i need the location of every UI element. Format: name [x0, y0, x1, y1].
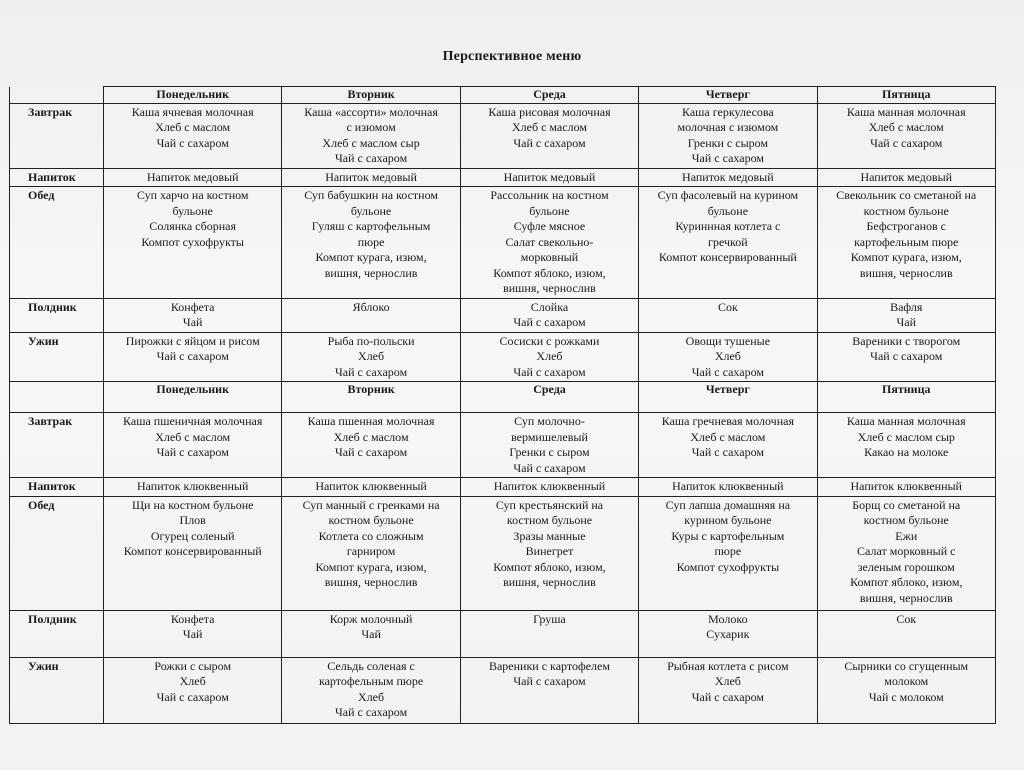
- menu-cell: [282, 332, 460, 382]
- dish-line: Хлеб: [358, 689, 385, 704]
- dish-line: Напиток клюквенный: [672, 479, 784, 493]
- menu-cell: [460, 298, 638, 332]
- day-header: Понедельник: [104, 382, 282, 413]
- dish-line: Сельдь соленая с: [327, 658, 415, 673]
- dish-line: Зразы манные: [513, 528, 586, 543]
- day-header: Четверг: [639, 87, 817, 104]
- menu-cell: [282, 103, 460, 168]
- dish-line: Чай с молоком: [868, 689, 944, 704]
- dish-line: Компот сухофрукты: [676, 559, 780, 574]
- dish-line: Молоко: [708, 611, 748, 626]
- dish-line: Суп молочно-: [514, 414, 585, 428]
- dish-line: Щи на костном бульоне: [131, 497, 254, 512]
- dish-line: Каша пшенная молочная: [307, 414, 435, 428]
- day-header: Пятница: [817, 87, 995, 104]
- day-header: Среда: [460, 382, 638, 413]
- dish-line: Каша пшеничная молочная: [123, 414, 263, 428]
- dish-line: Куры с картофельным: [671, 528, 785, 543]
- dish-line: Компот яблоко, изюм,: [850, 575, 963, 589]
- dish-line: Компот консервированный: [658, 250, 797, 264]
- menu-cell: [460, 657, 638, 723]
- dish-line: Чай с сахаром: [513, 364, 586, 379]
- dish-line: Хлеб: [358, 349, 385, 363]
- dish-line: Каша геркулесова: [682, 104, 774, 119]
- menu-cell: [282, 657, 460, 723]
- menu-cell: [104, 298, 282, 332]
- dish-line: Огурец соленый: [150, 528, 235, 543]
- dish-line: Чай с сахаром: [870, 349, 943, 363]
- dish-line: Рожки с сыром: [154, 658, 232, 673]
- dish-line: вишня, чернослив: [503, 281, 596, 295]
- dish-line: Суп фасолевый на курином: [657, 188, 799, 202]
- menu-cell: [460, 168, 638, 187]
- dish-line: Рассольник на костном: [490, 188, 609, 202]
- dish-line: Напиток медовый: [503, 169, 596, 184]
- menu-cell: [104, 610, 282, 657]
- header-corner: [10, 382, 104, 413]
- dish-line: Компот курага, изюм,: [850, 250, 962, 264]
- menu-cell: [104, 496, 282, 610]
- dish-line: Хлеб с маслом: [155, 120, 231, 134]
- dish-line: Солянка сборная: [149, 219, 236, 233]
- dish-line: Суп харчо на костном: [136, 188, 249, 202]
- meal-label: Ужин: [10, 657, 104, 723]
- page-title: Перспективное меню: [442, 49, 582, 64]
- dish-line: вишня, чернослив: [324, 265, 418, 280]
- menu-cell: [639, 298, 817, 332]
- dish-line: Чай с сахаром: [334, 445, 408, 459]
- menu-cell: [639, 332, 817, 382]
- dish-line: Вареники с творогом: [852, 333, 961, 348]
- dish-line: Компот яблоко, изюм,: [493, 559, 606, 574]
- menu-cell: [104, 478, 282, 497]
- dish-line: Суп бабушкин на костном: [304, 188, 438, 202]
- dish-line: Котлета со сложным: [318, 528, 424, 543]
- menu-cell: [817, 332, 995, 382]
- dish-line: Конфета: [170, 299, 215, 314]
- menu-cell: [282, 298, 460, 332]
- dish-line: Конфета: [170, 611, 215, 626]
- dish-line: Напиток медовый: [860, 169, 953, 184]
- meal-label: Ужин: [10, 332, 104, 382]
- dish-line: Сосиски с рожками: [499, 333, 600, 348]
- dish-line: Гуляш с картофельным: [311, 219, 431, 233]
- menu-cell: [104, 187, 282, 299]
- dish-line: Вафля: [890, 299, 923, 314]
- meal-row: [10, 496, 996, 610]
- menu-cell: [282, 413, 460, 478]
- dish-line: Хлеб с маслом: [333, 429, 409, 444]
- dish-line: костном бульоне: [863, 203, 949, 218]
- menu-cell: [104, 168, 282, 187]
- dish-line: Суп лапша домашняя на: [665, 497, 791, 512]
- dish-line: Рыбная котлета с рисом: [667, 658, 789, 673]
- dish-line: вишня, чернослив: [503, 575, 596, 589]
- menu-cell: [639, 413, 817, 478]
- meal-row: [10, 610, 996, 657]
- dish-line: Суфле мясное: [513, 219, 586, 233]
- menu-cell: [817, 298, 995, 332]
- dish-line: Каша манная молочная: [846, 104, 966, 119]
- dish-line: Хлеб с маслом: [868, 120, 944, 134]
- day-header: Вторник: [282, 382, 460, 413]
- day-header: Среда: [460, 87, 638, 104]
- menu-cell: [104, 332, 282, 382]
- meal-label: Завтрак: [10, 413, 104, 478]
- dish-line: Хлеб: [714, 674, 741, 688]
- dish-line: Компот консервированный: [123, 544, 262, 558]
- menu-cell: [282, 496, 460, 610]
- menu-cell: [817, 496, 995, 610]
- dish-line: картофельным пюре: [318, 674, 424, 688]
- menu-cell: [817, 413, 995, 478]
- menu-cell: [639, 187, 817, 299]
- dish-line: Чай с сахаром: [334, 705, 408, 719]
- dish-line: Напиток клюквенный: [136, 479, 249, 493]
- dish-line: Компот курага, изюм,: [315, 559, 427, 574]
- menu-cell: [282, 168, 460, 187]
- meal-row: [10, 332, 996, 382]
- menu-cell: [460, 103, 638, 168]
- dish-line: Ежи: [895, 528, 918, 543]
- menu-cell: [639, 478, 817, 497]
- dish-line: Чай с сахаром: [691, 151, 764, 165]
- dish-line: Чай: [361, 627, 381, 641]
- meal-row: [10, 187, 996, 299]
- menu-table: [9, 86, 996, 724]
- dish-line: Чай с сахаром: [156, 349, 229, 363]
- dish-line: Чай с сахаром: [513, 674, 586, 688]
- dish-line: Овощи тушеные: [685, 333, 771, 348]
- dish-line: бульоне: [529, 203, 570, 218]
- dish-line: Напиток медовый: [325, 169, 417, 184]
- dish-line: Чай с сахаром: [156, 445, 229, 459]
- dish-line: Чай с сахаром: [334, 151, 408, 165]
- dish-line: Вареники с картофелем: [488, 658, 610, 673]
- dish-line: Чай с сахаром: [513, 460, 586, 475]
- dish-line: морковный: [520, 250, 579, 264]
- dish-line: зеленым горошком: [857, 559, 955, 574]
- dish-line: Чай: [182, 315, 203, 329]
- dish-line: Каша манная молочная: [846, 414, 966, 428]
- dish-line: Корж молочный: [329, 611, 413, 626]
- meal-label: Обед: [10, 187, 104, 299]
- dish-line: Чай: [896, 315, 917, 329]
- meal-row: [10, 103, 996, 168]
- menu-cell: [282, 478, 460, 497]
- dish-line: Суп крестьянский на: [495, 497, 604, 512]
- dish-line: Чай с сахаром: [513, 135, 586, 150]
- dish-line: костном бульоне: [328, 513, 414, 527]
- dish-line: Слойка: [530, 299, 569, 314]
- menu-cell: [104, 657, 282, 723]
- dish-line: Суп манный с гренками на: [302, 497, 440, 512]
- dish-line: гарниром: [346, 544, 396, 558]
- dish-line: Куриннная котлета с: [675, 219, 781, 233]
- menu-cell: [104, 413, 282, 478]
- menu-cell: [639, 657, 817, 723]
- dish-line: Чай с сахаром: [156, 689, 229, 704]
- meal-label: Обед: [10, 496, 104, 610]
- dish-line: Хлеб с маслом сыр: [857, 429, 955, 444]
- dish-line: Напиток клюквенный: [850, 479, 962, 493]
- day-header: Пятница: [817, 382, 995, 413]
- menu-cell: [817, 187, 995, 299]
- dish-line: Винегрет: [525, 544, 574, 558]
- dish-line: Пирожки с яйцом и рисом: [125, 333, 260, 348]
- dish-line: Компот курага, изюм,: [315, 250, 427, 264]
- dish-line: Чай с сахаром: [691, 445, 764, 459]
- menu-cell: [282, 187, 460, 299]
- dish-line: вишня, чернослив: [324, 575, 418, 589]
- dish-line: костном бульоне: [506, 513, 593, 527]
- dish-line: костном бульоне: [863, 513, 949, 527]
- dish-line: Хлеб: [536, 349, 563, 363]
- dish-line: гречкой: [708, 234, 748, 249]
- dish-line: Чай с сахаром: [334, 364, 408, 379]
- dish-line: Напиток медовый: [682, 169, 774, 184]
- dish-line: Сок: [717, 299, 738, 314]
- day-header: Четверг: [639, 382, 817, 413]
- dish-line: молочная с изюмом: [677, 120, 779, 134]
- menu-cell: [460, 332, 638, 382]
- dish-line: Хлеб с маслом: [155, 429, 231, 444]
- dish-line: вермишелевый: [511, 429, 588, 444]
- menu-cell: [817, 610, 995, 657]
- dish-line: Чай с сахаром: [870, 135, 943, 150]
- dish-line: Сырники со сгущенным: [844, 658, 969, 673]
- dish-line: Борщ со сметаной на: [852, 497, 961, 512]
- dish-line: пюре: [357, 234, 385, 249]
- menu-cell: [460, 413, 638, 478]
- dish-line: Груша: [533, 611, 566, 626]
- day-header-row: [10, 87, 996, 104]
- dish-line: Чай с сахаром: [691, 364, 764, 379]
- dish-line: бульоне: [172, 203, 213, 218]
- dish-line: Каша гречневая молочная: [661, 414, 794, 428]
- dish-line: Компот сухофрукты: [141, 234, 244, 249]
- meal-label: Напиток: [10, 478, 104, 497]
- menu-cell: [104, 103, 282, 168]
- meal-row: [10, 168, 996, 187]
- dish-line: пюре: [714, 544, 742, 558]
- day-header: Вторник: [282, 87, 460, 104]
- dish-line: Чай с сахаром: [691, 689, 764, 704]
- menu-cell: [817, 657, 995, 723]
- meal-label: Полдник: [10, 298, 104, 332]
- menu-cell: [817, 103, 995, 168]
- dish-line: Гренки с сыром: [509, 445, 590, 459]
- menu-cell: [460, 496, 638, 610]
- meal-row: [10, 298, 996, 332]
- menu-cell: [817, 168, 995, 187]
- dish-line: Хлеб: [179, 674, 206, 688]
- menu-cell: [639, 496, 817, 610]
- dish-line: бульоне: [707, 203, 749, 218]
- dish-line: Хлеб с маслом сыр: [322, 135, 420, 150]
- dish-line: Каша ячневая молочная: [131, 104, 254, 119]
- menu-cell: [460, 610, 638, 657]
- dish-line: картофельным пюре: [854, 234, 959, 249]
- dish-line: Рыба по-польски: [327, 333, 415, 348]
- dish-line: Каша рисовая молочная: [488, 104, 611, 119]
- dish-line: Чай с сахаром: [156, 135, 229, 150]
- dish-line: Сок: [896, 611, 917, 626]
- dish-line: Чай: [182, 627, 203, 641]
- meal-row: [10, 413, 996, 478]
- meal-label: Полдник: [10, 610, 104, 657]
- dish-line: Плов: [179, 513, 206, 527]
- dish-line: Салат свекольно-: [505, 234, 594, 249]
- dish-line: Гренки с сыром: [687, 135, 768, 150]
- dish-line: молоком: [884, 674, 929, 688]
- meal-label: Напиток: [10, 168, 104, 187]
- dish-line: Яблоко: [352, 299, 390, 314]
- menu-cell: [817, 478, 995, 497]
- dish-line: Чай с сахаром: [513, 315, 586, 329]
- menu-cell: [282, 610, 460, 657]
- dish-line: Свекольник со сметаной на: [836, 188, 977, 202]
- dish-line: курином бульоне: [684, 513, 772, 527]
- day-header-row: [10, 382, 996, 413]
- meal-row: [10, 478, 996, 497]
- dish-line: вишня, чернослив: [859, 265, 953, 280]
- dish-line: Хлеб с маслом: [512, 120, 587, 134]
- dish-line: Сухарик: [706, 627, 750, 641]
- header-corner: [10, 87, 104, 104]
- menu-cell: [460, 187, 638, 299]
- menu-cell: [639, 610, 817, 657]
- day-header: Понедельник: [104, 87, 282, 104]
- dish-line: Какао на молоке: [864, 445, 949, 459]
- dish-line: бульоне: [350, 203, 392, 218]
- meal-row: [10, 657, 996, 723]
- dish-line: Хлеб с маслом: [690, 429, 766, 444]
- dish-line: Бефстроганов с: [866, 219, 947, 233]
- dish-line: Напиток медовый: [146, 169, 239, 184]
- menu-cell: [639, 103, 817, 168]
- dish-line: Напиток клюквенный: [315, 479, 427, 493]
- dish-line: Каша «ассорти» молочная: [304, 104, 438, 119]
- dish-line: Салат морковный с: [857, 544, 956, 558]
- menu-cell: [639, 168, 817, 187]
- dish-line: вишня, чернослив: [859, 590, 953, 605]
- dish-line: Напиток клюквенный: [493, 479, 606, 493]
- dish-line: с изюмом: [346, 120, 396, 134]
- dish-line: Хлеб: [714, 349, 741, 363]
- meal-label: Завтрак: [10, 103, 104, 168]
- menu-cell: [460, 478, 638, 497]
- dish-line: Компот яблоко, изюм,: [493, 265, 606, 280]
